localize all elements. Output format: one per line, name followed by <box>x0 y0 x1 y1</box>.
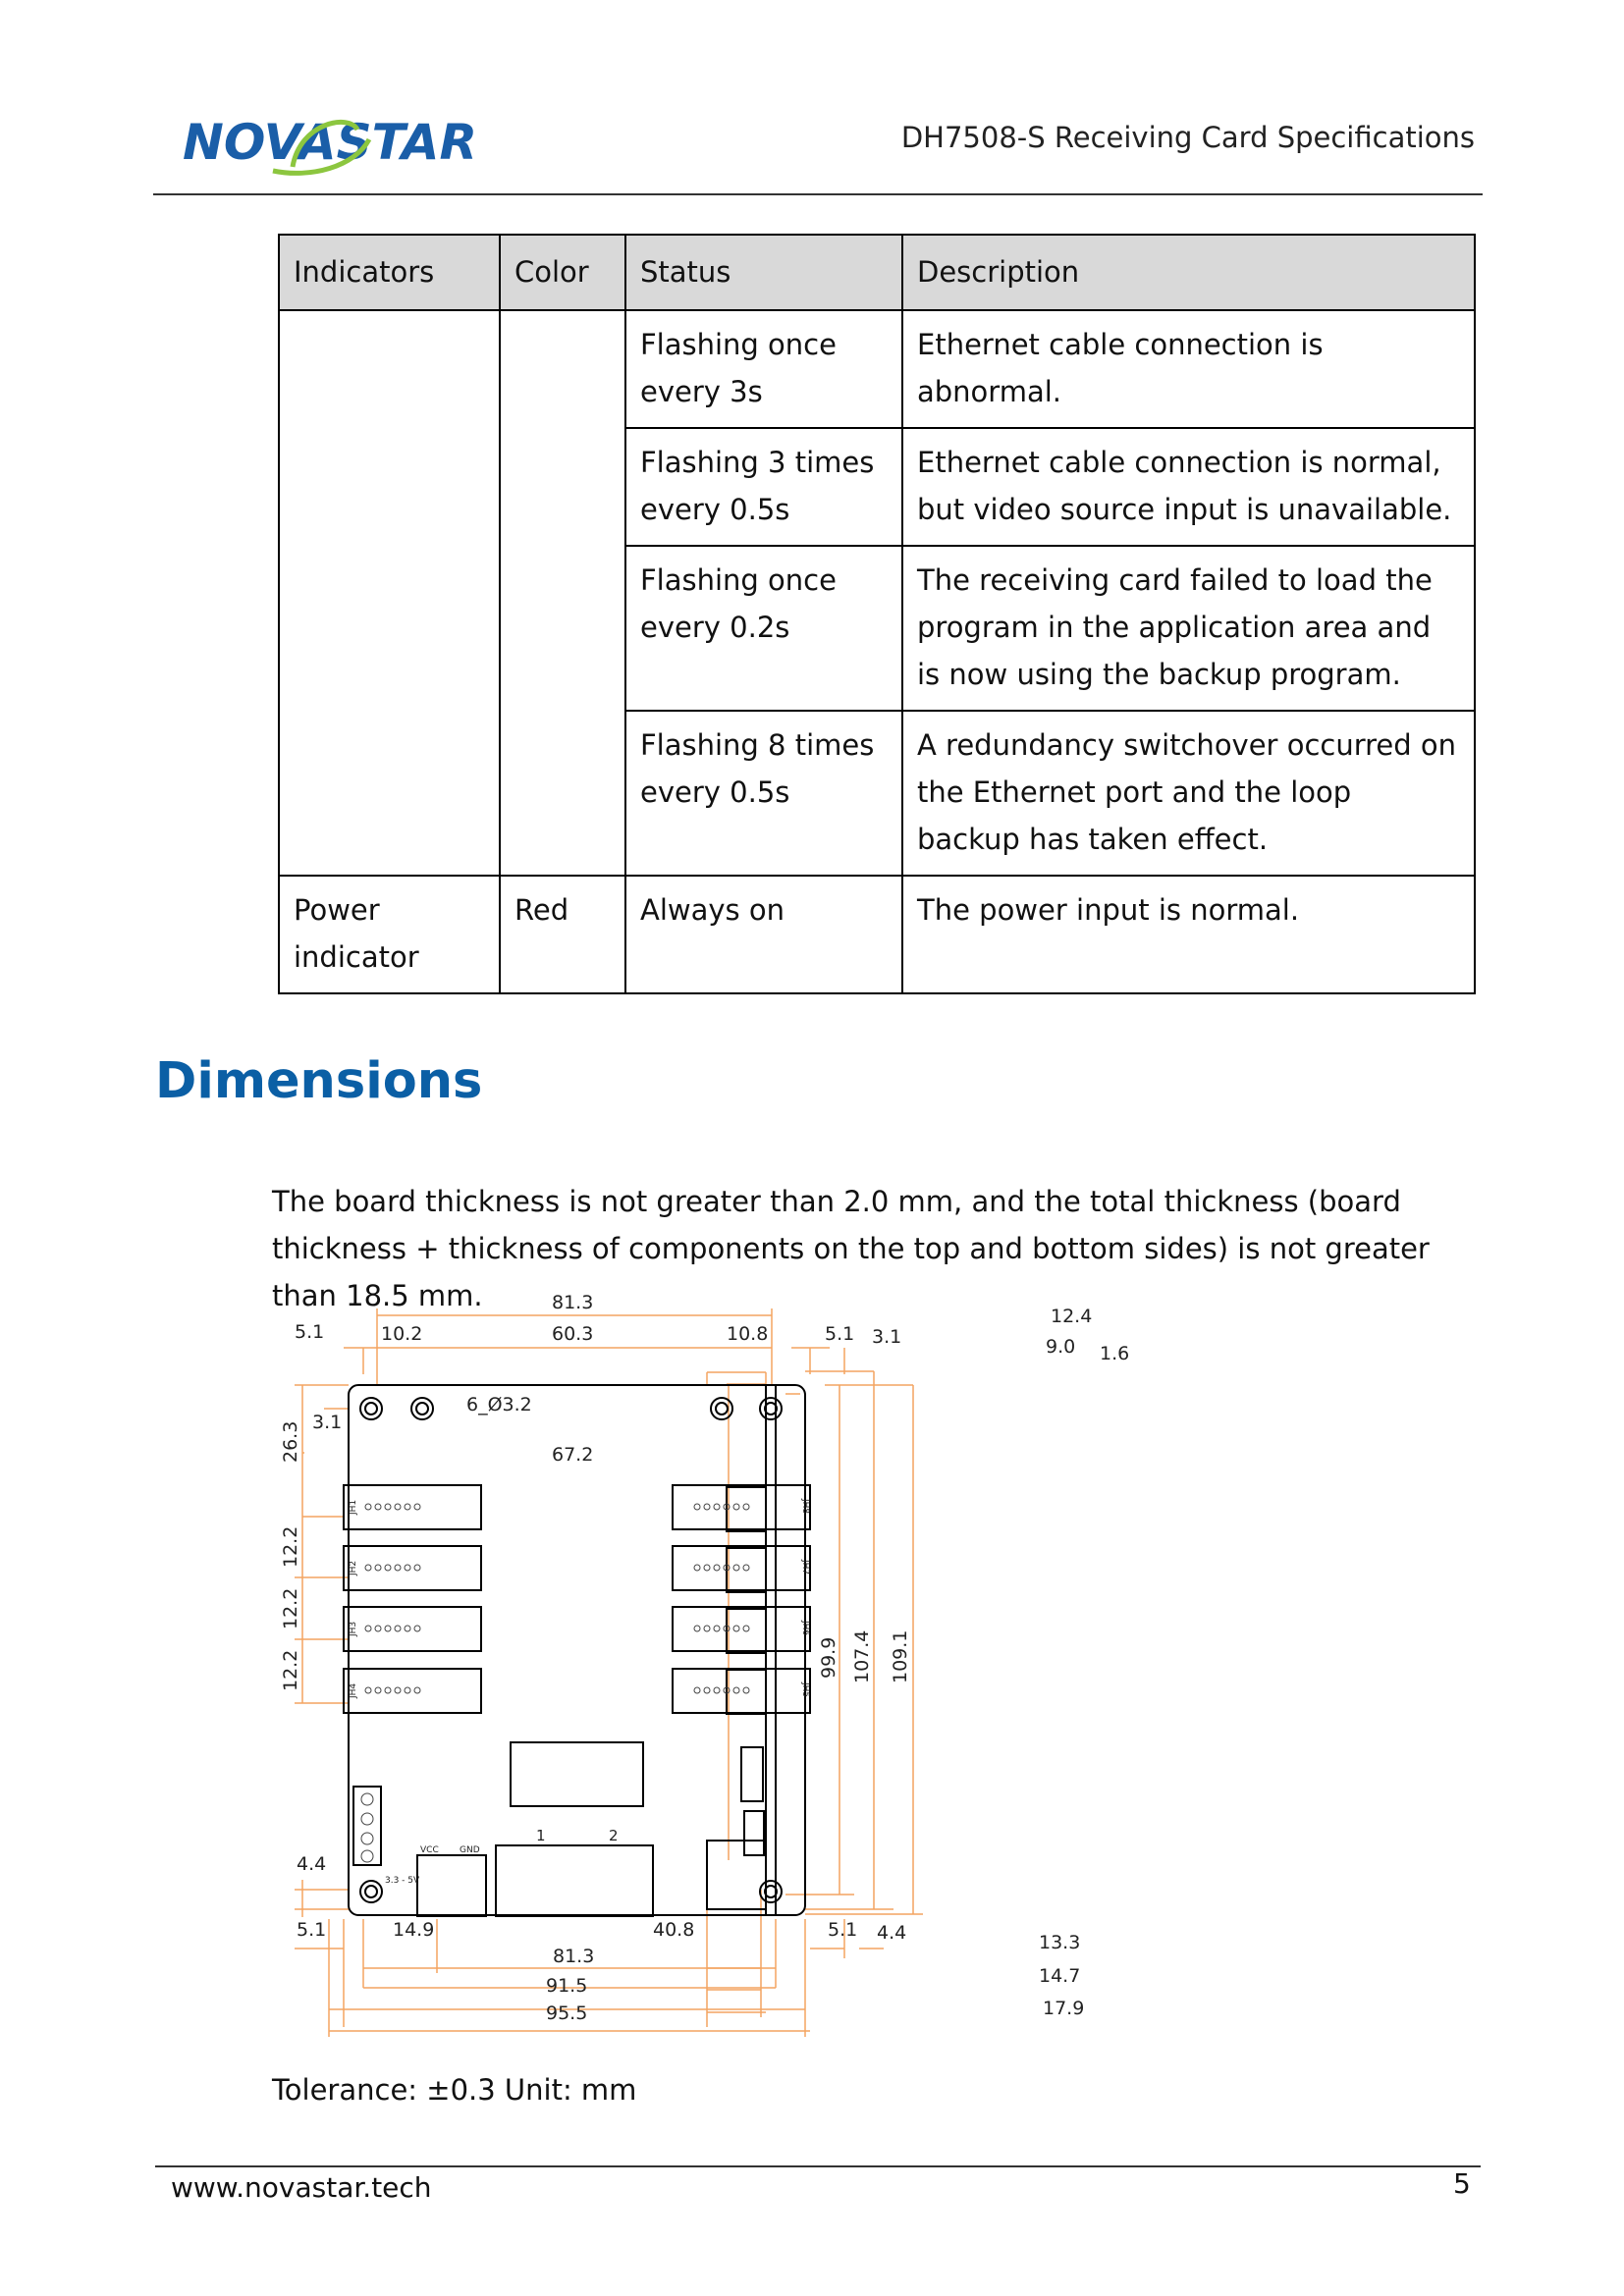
description-cell: The power input is normal. <box>902 876 1475 993</box>
novastar-logo <box>183 110 521 185</box>
dim-label: 67.2 <box>552 1444 594 1466</box>
dim-label: 60.3 <box>552 1323 594 1345</box>
status-cell: Flashing once every 3s <box>625 310 902 428</box>
dim-label: 13.3 <box>1039 1932 1081 1953</box>
connector-label: JH6 <box>800 1621 810 1636</box>
voltage-label: 3.3 - 5V <box>385 1876 420 1886</box>
dim-label: 26.3 <box>280 1420 301 1463</box>
tolerance-note: Tolerance: ±0.3 Unit: mm <box>272 2073 637 2107</box>
connector-label: JH2 <box>349 1560 358 1575</box>
dim-label: 5.1 <box>825 1323 855 1345</box>
thickness-paragraph: The board thickness is not greater than 2.0 mm, and the total thickness (board thickness + thickness of components on the top and bottom sides) is not greater than 18.5 mm. <box>272 1185 1430 1312</box>
table-row <box>279 876 1475 993</box>
status-cell: Always on <box>625 876 902 993</box>
description-cell: Ethernet cable connection is normal, but video source input is unavailable. <box>902 428 1475 546</box>
dim-label: 17.9 <box>1043 1998 1085 2019</box>
dim-label: 3.1 <box>872 1326 902 1348</box>
dim-label: 12.4 <box>1051 1306 1093 1327</box>
description-cell: A redundancy switchover occurred on the Ethernet port and the loop backup has taken effect. <box>902 711 1475 876</box>
dim-label: 1.6 <box>1100 1343 1130 1364</box>
dim-label: 14.7 <box>1039 1965 1081 1987</box>
status-cell: Flashing once every 0.2s <box>625 546 902 711</box>
dim-label: 107.4 <box>851 1629 873 1683</box>
connector-label: JH5 <box>800 1682 810 1698</box>
gnd-label: GND <box>460 1845 480 1855</box>
document-title: DH7508-S Receiving Card Specifications <box>900 121 1475 154</box>
logo-text: NOVASTAR <box>183 114 477 171</box>
dim-label: 40.8 <box>653 1919 695 1941</box>
dim-label: 5.1 <box>295 1321 325 1343</box>
dim-label: 4.4 <box>297 1853 327 1875</box>
connector-label: JH1 <box>349 1499 358 1515</box>
column-header: Color <box>500 235 625 310</box>
pin-label: 1 <box>536 1827 546 1844</box>
indicator-cell: Power indicator <box>279 876 500 993</box>
indicator-table <box>278 234 1476 994</box>
column-header: Status <box>625 235 902 310</box>
dim-label: 3.1 <box>312 1412 343 1433</box>
dim-label: 12.2 <box>280 1649 301 1691</box>
indicator-cell <box>279 310 500 876</box>
dim-label: 10.2 <box>381 1323 423 1345</box>
connector-label: JH7 <box>800 1560 810 1575</box>
dim-label: 10.8 <box>727 1323 769 1345</box>
color-cell: Red <box>500 876 625 993</box>
section-heading: Dimensions <box>155 1052 483 1110</box>
connector-label: JH4 <box>349 1682 358 1698</box>
pin-label: 2 <box>609 1827 619 1844</box>
dim-label: 81.3 <box>552 1292 594 1313</box>
color-cell <box>500 310 625 876</box>
dim-label: 81.3 <box>553 1946 595 1967</box>
table-row <box>279 310 1475 428</box>
description-cell: Ethernet cable connection is abnormal. <box>902 310 1475 428</box>
dim-label: 9.0 <box>1046 1336 1076 1358</box>
hole-label: 6_Ø3.2 <box>466 1394 532 1415</box>
description-cell: The receiving card failed to load the program in the application area and is now using the backup program. <box>902 546 1475 711</box>
dim-label: 5.1 <box>297 1919 327 1941</box>
table-header-row <box>279 235 1475 310</box>
vcc-label: VCC <box>420 1845 439 1855</box>
dim-label: 95.5 <box>546 2002 588 2024</box>
page-number: 5 <box>1453 2167 1471 2200</box>
footer-rule <box>155 2165 1481 2167</box>
dim-label: 91.5 <box>546 1975 588 1997</box>
connector-label: JH8 <box>800 1499 810 1515</box>
dim-label: 4.4 <box>877 1922 907 1944</box>
footer-url[interactable]: www.novastar.tech <box>171 2171 432 2204</box>
dim-label: 12.2 <box>280 1587 301 1629</box>
header-rule <box>153 193 1483 195</box>
status-cell: Flashing 8 times every 0.5s <box>625 711 902 876</box>
dim-label: 109.1 <box>890 1629 911 1683</box>
status-cell: Flashing 3 times every 0.5s <box>625 428 902 546</box>
dim-label: 99.9 <box>818 1636 839 1679</box>
dim-label: 14.9 <box>393 1919 435 1941</box>
connector-label: JH3 <box>349 1621 358 1636</box>
dimension-drawing <box>275 1281 1237 2056</box>
column-header: Description <box>902 235 1475 310</box>
column-header: Indicators <box>279 235 500 310</box>
dim-label: 5.1 <box>828 1919 858 1941</box>
dim-label: 12.2 <box>280 1525 301 1568</box>
connector-pins <box>361 1504 749 1862</box>
